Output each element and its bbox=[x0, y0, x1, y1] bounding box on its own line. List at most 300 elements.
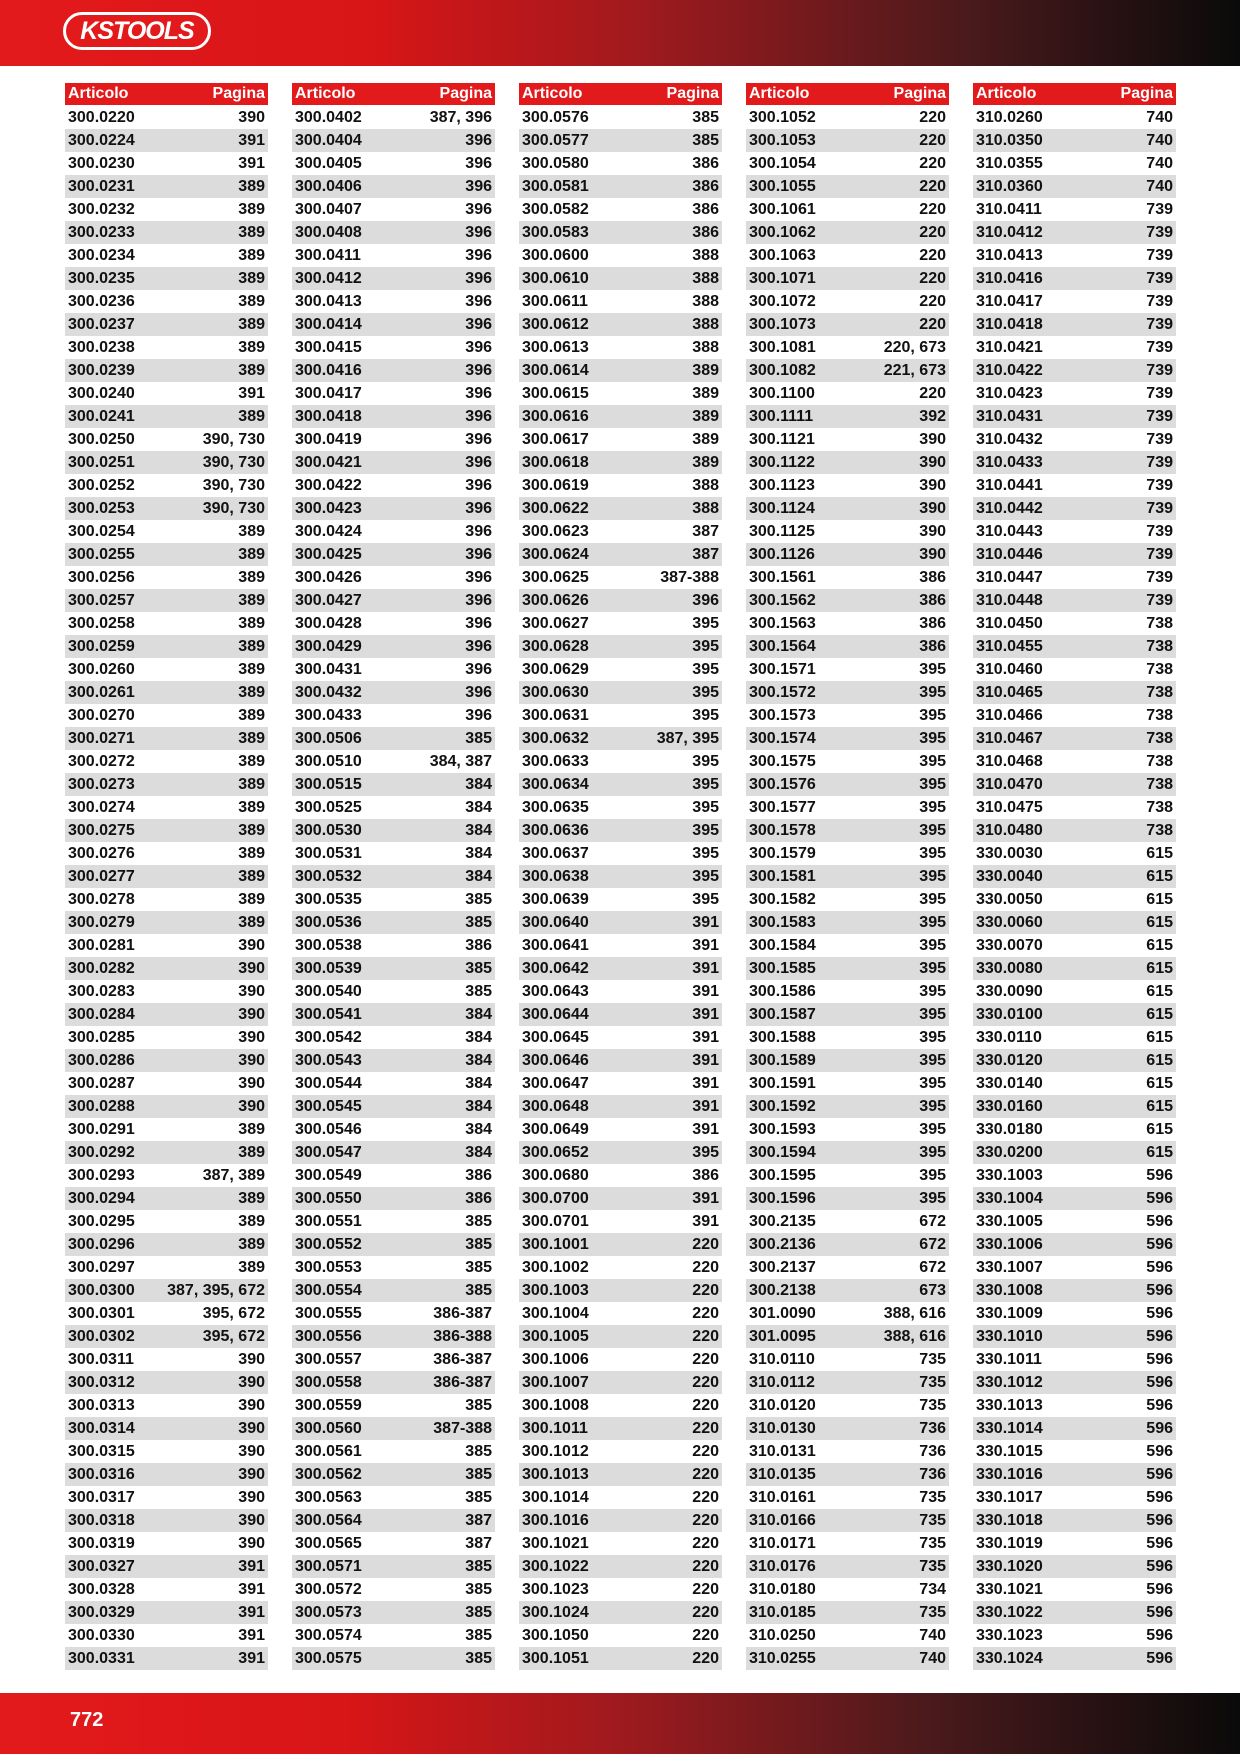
article-number: 310.0260 bbox=[976, 108, 1043, 126]
article-number: 310.0475 bbox=[976, 798, 1043, 816]
table-row bbox=[973, 727, 1176, 750]
article-number: 330.1020 bbox=[976, 1557, 1043, 1575]
article-number: 300.1572 bbox=[749, 683, 816, 701]
table-row bbox=[519, 1210, 722, 1233]
table-row bbox=[973, 911, 1176, 934]
table-row bbox=[973, 566, 1176, 589]
article-number: 300.0327 bbox=[68, 1557, 135, 1575]
page-reference: 220 bbox=[692, 1511, 719, 1529]
table-row bbox=[746, 359, 949, 382]
article-number: 300.1576 bbox=[749, 775, 816, 793]
article-number: 300.0613 bbox=[522, 338, 589, 356]
article-number: 330.1018 bbox=[976, 1511, 1043, 1529]
page-reference: 596 bbox=[1146, 1166, 1173, 1184]
page-reference: 395 bbox=[919, 1120, 946, 1138]
article-number: 300.1062 bbox=[749, 223, 816, 241]
article-number: 300.1586 bbox=[749, 982, 816, 1000]
page-reference: 395 bbox=[919, 1097, 946, 1115]
article-number: 310.0466 bbox=[976, 706, 1043, 724]
article-number: 300.0317 bbox=[68, 1488, 135, 1506]
table-row bbox=[746, 1072, 949, 1095]
article-number: 300.0281 bbox=[68, 936, 135, 954]
article-number: 310.0455 bbox=[976, 637, 1043, 655]
table-row bbox=[292, 1141, 495, 1164]
article-number: 300.0302 bbox=[68, 1327, 135, 1345]
page-reference: 386 bbox=[919, 591, 946, 609]
header-article-label: Articolo bbox=[68, 85, 129, 102]
page-reference: 220 bbox=[692, 1557, 719, 1575]
page-reference: 738 bbox=[1146, 706, 1173, 724]
table-row bbox=[292, 1624, 495, 1647]
table-row bbox=[292, 336, 495, 359]
article-number: 300.1055 bbox=[749, 177, 816, 195]
article-number: 330.0050 bbox=[976, 890, 1043, 908]
page-reference: 391 bbox=[238, 384, 265, 402]
table-row bbox=[292, 1394, 495, 1417]
page-reference: 735 bbox=[919, 1488, 946, 1506]
article-number: 330.1011 bbox=[976, 1350, 1042, 1368]
table-row bbox=[519, 796, 722, 819]
article-number: 300.1583 bbox=[749, 913, 816, 931]
table-row bbox=[519, 1325, 722, 1348]
article-number: 330.0110 bbox=[976, 1028, 1042, 1046]
article-number: 300.1111 bbox=[749, 407, 814, 425]
article-number: 300.1593 bbox=[749, 1120, 816, 1138]
article-number: 300.0319 bbox=[68, 1534, 135, 1552]
table-row bbox=[746, 1440, 949, 1463]
table-row bbox=[746, 1302, 949, 1325]
article-number: 300.0427 bbox=[295, 591, 362, 609]
page-reference: 391 bbox=[692, 1005, 719, 1023]
page-reference: 220 bbox=[692, 1235, 719, 1253]
article-number: 300.1584 bbox=[749, 936, 816, 954]
table-row bbox=[746, 704, 949, 727]
article-number: 300.0416 bbox=[295, 361, 362, 379]
page-reference: 396 bbox=[465, 384, 492, 402]
table-row bbox=[519, 1532, 722, 1555]
page-reference: 386 bbox=[692, 1166, 719, 1184]
table-row bbox=[292, 658, 495, 681]
page-reference: 389 bbox=[238, 1212, 265, 1230]
table-row bbox=[65, 382, 268, 405]
article-number: 300.0632 bbox=[522, 729, 589, 747]
page-reference: 739 bbox=[1146, 476, 1173, 494]
article-number: 300.1573 bbox=[749, 706, 816, 724]
table-row bbox=[519, 1371, 722, 1394]
table-row bbox=[292, 313, 495, 336]
article-number: 310.0413 bbox=[976, 246, 1043, 264]
table-row bbox=[973, 198, 1176, 221]
page-reference: 735 bbox=[919, 1534, 946, 1552]
page-reference: 396 bbox=[465, 476, 492, 494]
table-row bbox=[65, 796, 268, 819]
table-row bbox=[519, 244, 722, 267]
article-number: 310.0360 bbox=[976, 177, 1043, 195]
table-row bbox=[292, 1325, 495, 1348]
article-number: 310.0447 bbox=[976, 568, 1043, 586]
table-row bbox=[292, 543, 495, 566]
article-number: 300.0433 bbox=[295, 706, 362, 724]
article-number: 300.0552 bbox=[295, 1235, 362, 1253]
page-reference: 615 bbox=[1146, 1005, 1173, 1023]
article-number: 310.0431 bbox=[976, 407, 1043, 425]
page-reference: 389 bbox=[238, 522, 265, 540]
article-number: 330.1015 bbox=[976, 1442, 1043, 1460]
table-row bbox=[519, 382, 722, 405]
page-reference: 739 bbox=[1146, 223, 1173, 241]
column-header bbox=[973, 83, 1176, 105]
page-reference: 384 bbox=[465, 1074, 492, 1092]
page-reference: 396 bbox=[465, 545, 492, 563]
table-row bbox=[65, 911, 268, 934]
index-column bbox=[746, 83, 949, 1670]
page-reference: 390 bbox=[238, 1511, 265, 1529]
table-row bbox=[746, 727, 949, 750]
table-row bbox=[973, 1578, 1176, 1601]
table-row bbox=[746, 1325, 949, 1348]
article-number: 300.0628 bbox=[522, 637, 589, 655]
page-reference: 672 bbox=[919, 1212, 946, 1230]
article-number: 300.0531 bbox=[295, 844, 362, 862]
page-reference: 396 bbox=[465, 637, 492, 655]
table-row bbox=[746, 1233, 949, 1256]
article-number: 300.0539 bbox=[295, 959, 362, 977]
table-row bbox=[65, 428, 268, 451]
page-reference: 615 bbox=[1146, 1120, 1173, 1138]
page-reference: 386 bbox=[692, 200, 719, 218]
article-number: 300.0260 bbox=[68, 660, 135, 678]
page-reference: 220 bbox=[692, 1281, 719, 1299]
table-row bbox=[746, 175, 949, 198]
page-reference: 396 bbox=[465, 591, 492, 609]
article-number: 300.0617 bbox=[522, 430, 589, 448]
page-reference: 386 bbox=[692, 154, 719, 172]
table-row bbox=[746, 819, 949, 842]
table-row bbox=[973, 1164, 1176, 1187]
table-row bbox=[65, 1440, 268, 1463]
table-row bbox=[65, 750, 268, 773]
table-row bbox=[973, 405, 1176, 428]
article-number: 310.0185 bbox=[749, 1603, 816, 1621]
page-reference: 390 bbox=[238, 1396, 265, 1414]
table-row bbox=[65, 1325, 268, 1348]
page-reference: 384 bbox=[465, 844, 492, 862]
footer-bar bbox=[0, 1693, 1240, 1754]
article-number: 300.0644 bbox=[522, 1005, 589, 1023]
table-row bbox=[292, 244, 495, 267]
page-reference: 385 bbox=[465, 1258, 492, 1276]
article-number: 300.0510 bbox=[295, 752, 362, 770]
article-number: 300.0646 bbox=[522, 1051, 589, 1069]
page-reference: 735 bbox=[919, 1603, 946, 1621]
table-row bbox=[65, 842, 268, 865]
article-number: 300.1013 bbox=[522, 1465, 589, 1483]
table-row bbox=[746, 451, 949, 474]
article-number: 300.2137 bbox=[749, 1258, 816, 1276]
table-row bbox=[746, 773, 949, 796]
page-reference: 739 bbox=[1146, 545, 1173, 563]
page-reference: 396 bbox=[692, 591, 719, 609]
table-row bbox=[519, 589, 722, 612]
page-reference: 385 bbox=[465, 1281, 492, 1299]
article-number: 300.0258 bbox=[68, 614, 135, 632]
page-reference: 220 bbox=[692, 1258, 719, 1276]
article-number: 330.1010 bbox=[976, 1327, 1043, 1345]
column-header bbox=[746, 83, 949, 105]
table-row bbox=[65, 405, 268, 428]
page-reference: 596 bbox=[1146, 1580, 1173, 1598]
article-number: 330.0060 bbox=[976, 913, 1043, 931]
article-number: 300.0551 bbox=[295, 1212, 362, 1230]
page-reference: 389 bbox=[692, 361, 719, 379]
page-reference: 388 bbox=[692, 292, 719, 310]
page-reference: 385 bbox=[465, 1557, 492, 1575]
page-reference: 220 bbox=[919, 154, 946, 172]
article-number: 300.1588 bbox=[749, 1028, 816, 1046]
article-number: 300.0297 bbox=[68, 1258, 135, 1276]
article-number: 300.0636 bbox=[522, 821, 589, 839]
article-number: 300.1592 bbox=[749, 1097, 816, 1115]
page-reference: 738 bbox=[1146, 729, 1173, 747]
article-number: 310.0416 bbox=[976, 269, 1043, 287]
table-row bbox=[746, 221, 949, 244]
page-reference: 385 bbox=[465, 1580, 492, 1598]
article-number: 330.0070 bbox=[976, 936, 1043, 954]
article-number: 300.0600 bbox=[522, 246, 589, 264]
article-number: 300.0645 bbox=[522, 1028, 589, 1046]
article-number: 300.0561 bbox=[295, 1442, 362, 1460]
article-number: 330.0180 bbox=[976, 1120, 1043, 1138]
table-row bbox=[973, 589, 1176, 612]
table-row bbox=[292, 980, 495, 1003]
article-number: 300.1563 bbox=[749, 614, 816, 632]
table-row bbox=[292, 382, 495, 405]
article-number: 330.1014 bbox=[976, 1419, 1043, 1437]
table-row bbox=[973, 1532, 1176, 1555]
ks-tools-logo bbox=[63, 12, 211, 50]
page-reference: 220, 673 bbox=[883, 338, 946, 356]
article-number: 330.1006 bbox=[976, 1235, 1043, 1253]
table-row bbox=[519, 1164, 722, 1187]
article-number: 300.1003 bbox=[522, 1281, 589, 1299]
page-reference: 395 bbox=[919, 1074, 946, 1092]
article-number: 300.1575 bbox=[749, 752, 816, 770]
table-row bbox=[519, 1348, 722, 1371]
table-row bbox=[65, 198, 268, 221]
table-row bbox=[519, 1049, 722, 1072]
table-row bbox=[973, 1624, 1176, 1647]
article-number: 300.0559 bbox=[295, 1396, 362, 1414]
article-number: 300.0556 bbox=[295, 1327, 362, 1345]
article-number: 300.1125 bbox=[749, 522, 815, 540]
article-number: 330.1024 bbox=[976, 1649, 1043, 1667]
page-reference: 395 bbox=[919, 752, 946, 770]
page-reference: 220 bbox=[692, 1419, 719, 1437]
table-row bbox=[746, 658, 949, 681]
table-row bbox=[292, 819, 495, 842]
page-reference: 390 bbox=[238, 982, 265, 1000]
header-page-label: Pagina bbox=[666, 85, 719, 102]
table-row bbox=[973, 359, 1176, 382]
table-row bbox=[746, 1026, 949, 1049]
table-row bbox=[973, 451, 1176, 474]
page-reference: 395 bbox=[919, 959, 946, 977]
table-row bbox=[519, 543, 722, 566]
page-reference: 596 bbox=[1146, 1327, 1173, 1345]
article-number: 330.1012 bbox=[976, 1373, 1043, 1391]
table-row bbox=[292, 888, 495, 911]
page-reference: 596 bbox=[1146, 1557, 1173, 1575]
table-row bbox=[746, 612, 949, 635]
page-reference: 390 bbox=[238, 1419, 265, 1437]
article-number: 300.0235 bbox=[68, 269, 135, 287]
article-number: 330.1004 bbox=[976, 1189, 1043, 1207]
article-number: 300.0292 bbox=[68, 1143, 135, 1161]
table-row bbox=[519, 221, 722, 244]
article-number: 300.0250 bbox=[68, 430, 135, 448]
page-reference: 391 bbox=[692, 1120, 719, 1138]
article-number: 300.0277 bbox=[68, 867, 135, 885]
table-row bbox=[65, 1417, 268, 1440]
article-number: 300.0426 bbox=[295, 568, 362, 586]
table-row bbox=[746, 1578, 949, 1601]
page-reference: 389 bbox=[238, 614, 265, 632]
table-row bbox=[292, 773, 495, 796]
page-reference: 740 bbox=[1146, 108, 1173, 126]
page-reference: 738 bbox=[1146, 821, 1173, 839]
table-row bbox=[65, 1210, 268, 1233]
table-row bbox=[292, 1256, 495, 1279]
table-row bbox=[746, 428, 949, 451]
page-reference: 388, 616 bbox=[883, 1327, 946, 1345]
page-reference: 740 bbox=[1146, 154, 1173, 172]
page-reference: 596 bbox=[1146, 1189, 1173, 1207]
article-number: 300.0583 bbox=[522, 223, 589, 241]
article-number: 310.0421 bbox=[976, 338, 1043, 356]
article-number: 310.0355 bbox=[976, 154, 1043, 172]
article-number: 300.1006 bbox=[522, 1350, 589, 1368]
article-number: 300.1571 bbox=[749, 660, 816, 678]
table-row bbox=[973, 681, 1176, 704]
article-number: 300.0574 bbox=[295, 1626, 362, 1644]
article-number: 300.0421 bbox=[295, 453, 362, 471]
article-number: 310.0166 bbox=[749, 1511, 816, 1529]
article-number: 300.0237 bbox=[68, 315, 135, 333]
page-reference: 390, 730 bbox=[202, 499, 265, 517]
table-row bbox=[65, 1256, 268, 1279]
header-article-label: Articolo bbox=[749, 85, 810, 102]
page-reference: 386 bbox=[465, 1189, 492, 1207]
table-row bbox=[292, 1210, 495, 1233]
header-article-label: Articolo bbox=[976, 85, 1037, 102]
table-row bbox=[746, 1348, 949, 1371]
page-reference: 391 bbox=[692, 1074, 719, 1092]
article-number: 300.0241 bbox=[68, 407, 135, 425]
article-number: 300.1562 bbox=[749, 591, 816, 609]
table-row bbox=[65, 1072, 268, 1095]
table-row bbox=[973, 1095, 1176, 1118]
page-reference: 396 bbox=[465, 177, 492, 195]
page-reference: 220 bbox=[692, 1603, 719, 1621]
index-column bbox=[292, 83, 495, 1670]
page-reference: 389 bbox=[238, 223, 265, 241]
page-reference: 739 bbox=[1146, 453, 1173, 471]
page-reference: 385 bbox=[465, 1442, 492, 1460]
page-reference: 387, 395, 672 bbox=[167, 1281, 265, 1299]
page-reference: 615 bbox=[1146, 1097, 1173, 1115]
article-number: 300.1054 bbox=[749, 154, 816, 172]
table-row bbox=[973, 382, 1176, 405]
page-reference: 389 bbox=[238, 269, 265, 287]
article-number: 300.1123 bbox=[749, 476, 815, 494]
page-reference: 395 bbox=[919, 660, 946, 678]
table-row bbox=[519, 704, 722, 727]
article-number: 300.0419 bbox=[295, 430, 362, 448]
page-reference: 740 bbox=[919, 1649, 946, 1667]
table-row bbox=[973, 1256, 1176, 1279]
page-reference: 395, 672 bbox=[202, 1327, 265, 1345]
table-row bbox=[746, 1394, 949, 1417]
article-number: 300.0562 bbox=[295, 1465, 362, 1483]
table-row bbox=[65, 1118, 268, 1141]
article-number: 300.0545 bbox=[295, 1097, 362, 1115]
header-page-label: Pagina bbox=[439, 85, 492, 102]
article-number: 300.0256 bbox=[68, 568, 135, 586]
table-row bbox=[519, 175, 722, 198]
page-reference: 396 bbox=[465, 315, 492, 333]
page-reference: 596 bbox=[1146, 1465, 1173, 1483]
page-reference: 740 bbox=[1146, 177, 1173, 195]
table-row bbox=[519, 1647, 722, 1670]
page-reference: 390 bbox=[238, 1442, 265, 1460]
table-row bbox=[292, 1003, 495, 1026]
page-reference: 390 bbox=[238, 1350, 265, 1368]
article-number: 300.1008 bbox=[522, 1396, 589, 1414]
page-reference: 738 bbox=[1146, 637, 1173, 655]
table-row bbox=[292, 520, 495, 543]
page-reference: 391 bbox=[238, 1649, 265, 1667]
table-row bbox=[519, 428, 722, 451]
page-reference: 388, 616 bbox=[883, 1304, 946, 1322]
article-number: 300.0626 bbox=[522, 591, 589, 609]
article-number: 300.1596 bbox=[749, 1189, 816, 1207]
article-number: 300.0274 bbox=[68, 798, 135, 816]
article-number: 300.1591 bbox=[749, 1074, 816, 1092]
article-number: 310.0460 bbox=[976, 660, 1043, 678]
page-reference: 387, 395 bbox=[656, 729, 719, 747]
page-reference: 596 bbox=[1146, 1258, 1173, 1276]
table-row bbox=[65, 336, 268, 359]
article-number: 310.0422 bbox=[976, 361, 1043, 379]
article-number: 301.0090 bbox=[749, 1304, 816, 1322]
article-number: 300.0220 bbox=[68, 108, 135, 126]
page-reference: 391 bbox=[692, 982, 719, 1000]
page-reference: 739 bbox=[1146, 430, 1173, 448]
table-row bbox=[65, 612, 268, 635]
article-number: 300.0544 bbox=[295, 1074, 362, 1092]
page-reference: 220 bbox=[919, 292, 946, 310]
table-row bbox=[746, 543, 949, 566]
page-number: 772 bbox=[70, 1709, 104, 1731]
table-row bbox=[292, 1371, 495, 1394]
table-row bbox=[519, 474, 722, 497]
article-number: 300.0642 bbox=[522, 959, 589, 977]
table-row bbox=[292, 589, 495, 612]
page-reference: 735 bbox=[919, 1511, 946, 1529]
article-number: 300.0652 bbox=[522, 1143, 589, 1161]
article-number: 300.0643 bbox=[522, 982, 589, 1000]
article-number: 300.0571 bbox=[295, 1557, 362, 1575]
